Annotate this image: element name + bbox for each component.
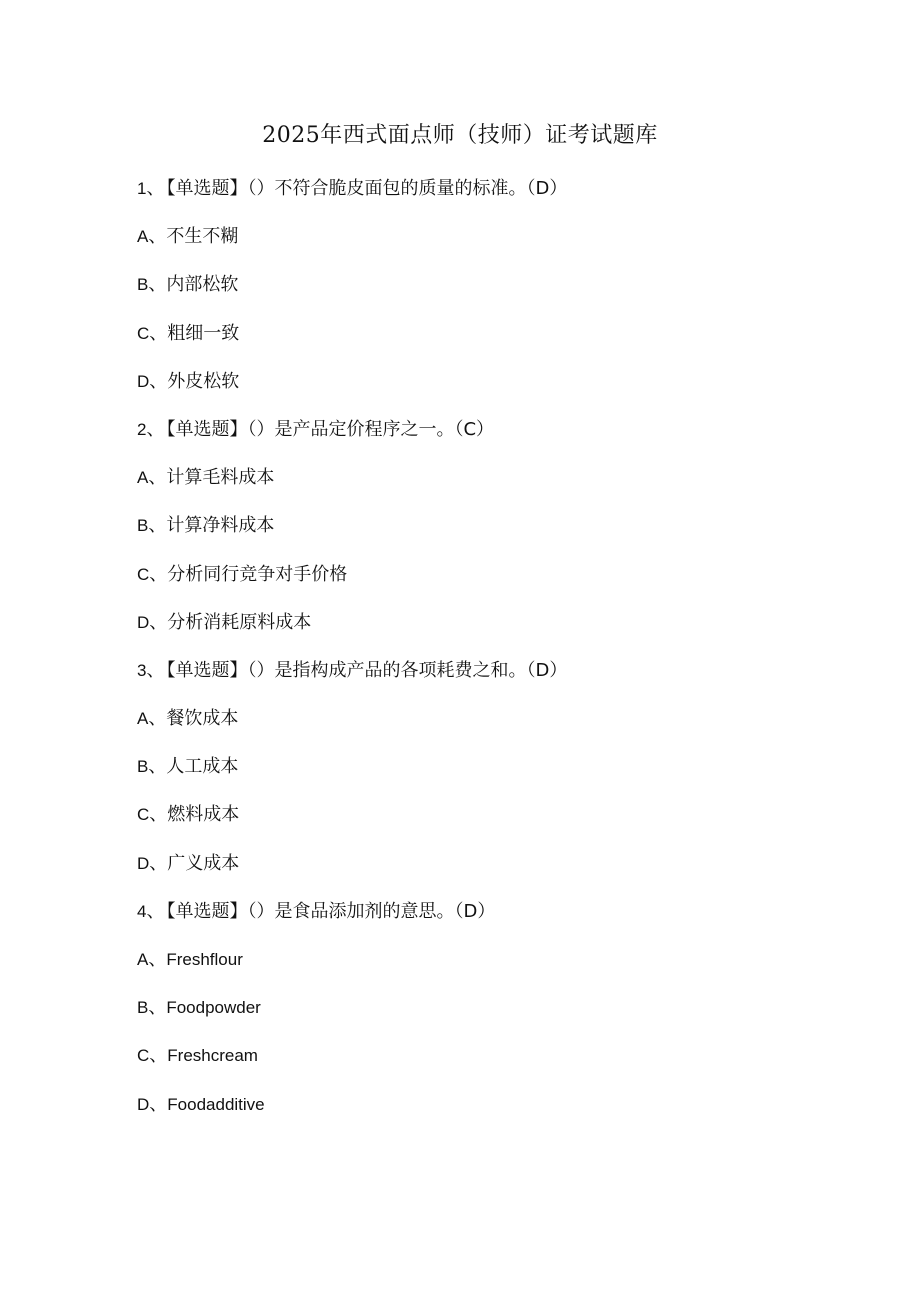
question-type: 【单选题】 xyxy=(166,418,248,440)
option-item xyxy=(137,463,837,511)
option-letter: C xyxy=(137,1046,150,1066)
option-separator: 、 xyxy=(149,1045,168,1067)
option-letter: D xyxy=(137,1094,150,1114)
option-separator: 、 xyxy=(148,226,167,248)
question-separator: 、 xyxy=(146,178,165,199)
option-letter: B xyxy=(137,757,149,777)
option-text: Freshcream xyxy=(167,1046,258,1066)
option-text: Foodadditive xyxy=(167,1094,265,1114)
question-2-stem xyxy=(137,415,837,463)
option-text: 分析同行竞争对手价格 xyxy=(167,563,348,585)
option-text: Foodpowder xyxy=(166,998,261,1018)
question-type: 【单选题】 xyxy=(166,659,248,681)
option-text: 计算净料成本 xyxy=(166,515,275,537)
option-item xyxy=(137,800,837,848)
question-number: 2 xyxy=(137,419,147,439)
option-text: 人工成本 xyxy=(166,756,239,778)
option-item xyxy=(137,222,837,270)
question-4-stem xyxy=(137,897,837,945)
option-text: 燃料成本 xyxy=(167,804,240,826)
option-letter: A xyxy=(137,950,149,969)
question-text: （）不符合脆皮面包的质量的标准。 xyxy=(247,178,527,199)
option-item xyxy=(137,704,837,752)
option-item xyxy=(137,849,837,897)
option-text: 粗细一致 xyxy=(167,322,240,344)
option-text: 计算毛料成本 xyxy=(166,467,275,489)
option-letter: C xyxy=(137,323,150,343)
question-answer: （C） xyxy=(454,418,495,440)
option-separator: 、 xyxy=(148,515,167,537)
question-3-stem xyxy=(137,656,837,704)
question-answer: （D） xyxy=(526,178,568,199)
option-item xyxy=(137,1090,837,1138)
option-letter: C xyxy=(137,564,150,584)
option-letter: B xyxy=(137,275,149,295)
question-answer: （D） xyxy=(454,900,496,922)
question-separator: 、 xyxy=(146,418,165,440)
option-separator: 、 xyxy=(148,997,167,1019)
option-letter: D xyxy=(137,853,150,873)
question-text: （）是食品添加剂的意思。 xyxy=(247,900,455,922)
option-item xyxy=(137,993,837,1041)
question-list xyxy=(137,174,837,1138)
question-1-stem xyxy=(137,174,837,222)
option-letter: B xyxy=(137,516,149,536)
option-item xyxy=(137,945,837,993)
option-separator: 、 xyxy=(149,804,168,826)
question-separator: 、 xyxy=(146,900,165,922)
option-letter: D xyxy=(137,371,150,391)
option-text: 不生不糊 xyxy=(166,226,239,248)
option-text: 餐饮成本 xyxy=(166,708,239,730)
option-text: 分析消耗原料成本 xyxy=(167,611,312,633)
option-letter: A xyxy=(137,468,149,488)
option-separator: 、 xyxy=(149,370,168,392)
option-item xyxy=(137,1041,837,1089)
option-separator: 、 xyxy=(148,467,167,489)
option-separator: 、 xyxy=(148,949,167,970)
page-title: 2025年西式面点师（技师）证考试题库 xyxy=(262,123,658,148)
option-separator: 、 xyxy=(149,1093,168,1115)
option-letter: A xyxy=(137,709,149,729)
option-text: 外皮松软 xyxy=(167,370,240,392)
option-separator: 、 xyxy=(149,563,168,585)
question-number: 3 xyxy=(137,660,147,680)
option-letter: B xyxy=(137,998,149,1018)
option-item xyxy=(137,560,837,608)
option-item xyxy=(137,608,837,656)
option-letter: D xyxy=(137,612,150,632)
option-item xyxy=(137,752,837,800)
option-letter: C xyxy=(137,805,150,825)
option-item xyxy=(137,367,837,415)
option-text: Freshflour xyxy=(166,950,243,969)
question-number: 4 xyxy=(137,901,147,921)
option-letter: A xyxy=(137,227,149,247)
option-separator: 、 xyxy=(148,756,167,778)
option-item xyxy=(137,319,837,367)
option-separator: 、 xyxy=(149,611,168,633)
option-item xyxy=(137,511,837,559)
question-separator: 、 xyxy=(146,659,165,681)
option-text: 内部松软 xyxy=(166,274,239,296)
option-separator: 、 xyxy=(149,852,168,874)
question-answer: （D） xyxy=(526,659,568,681)
option-text: 广义成本 xyxy=(167,852,240,874)
question-number: 1 xyxy=(137,179,147,198)
option-separator: 、 xyxy=(148,274,167,296)
question-type: 【单选题】 xyxy=(166,178,248,199)
question-text: （）是产品定价程序之一。 xyxy=(247,418,455,440)
option-separator: 、 xyxy=(149,322,168,344)
question-type: 【单选题】 xyxy=(166,900,248,922)
option-separator: 、 xyxy=(148,708,167,730)
question-text: （）是指构成产品的各项耗费之和。 xyxy=(247,659,527,681)
option-item xyxy=(137,270,837,318)
